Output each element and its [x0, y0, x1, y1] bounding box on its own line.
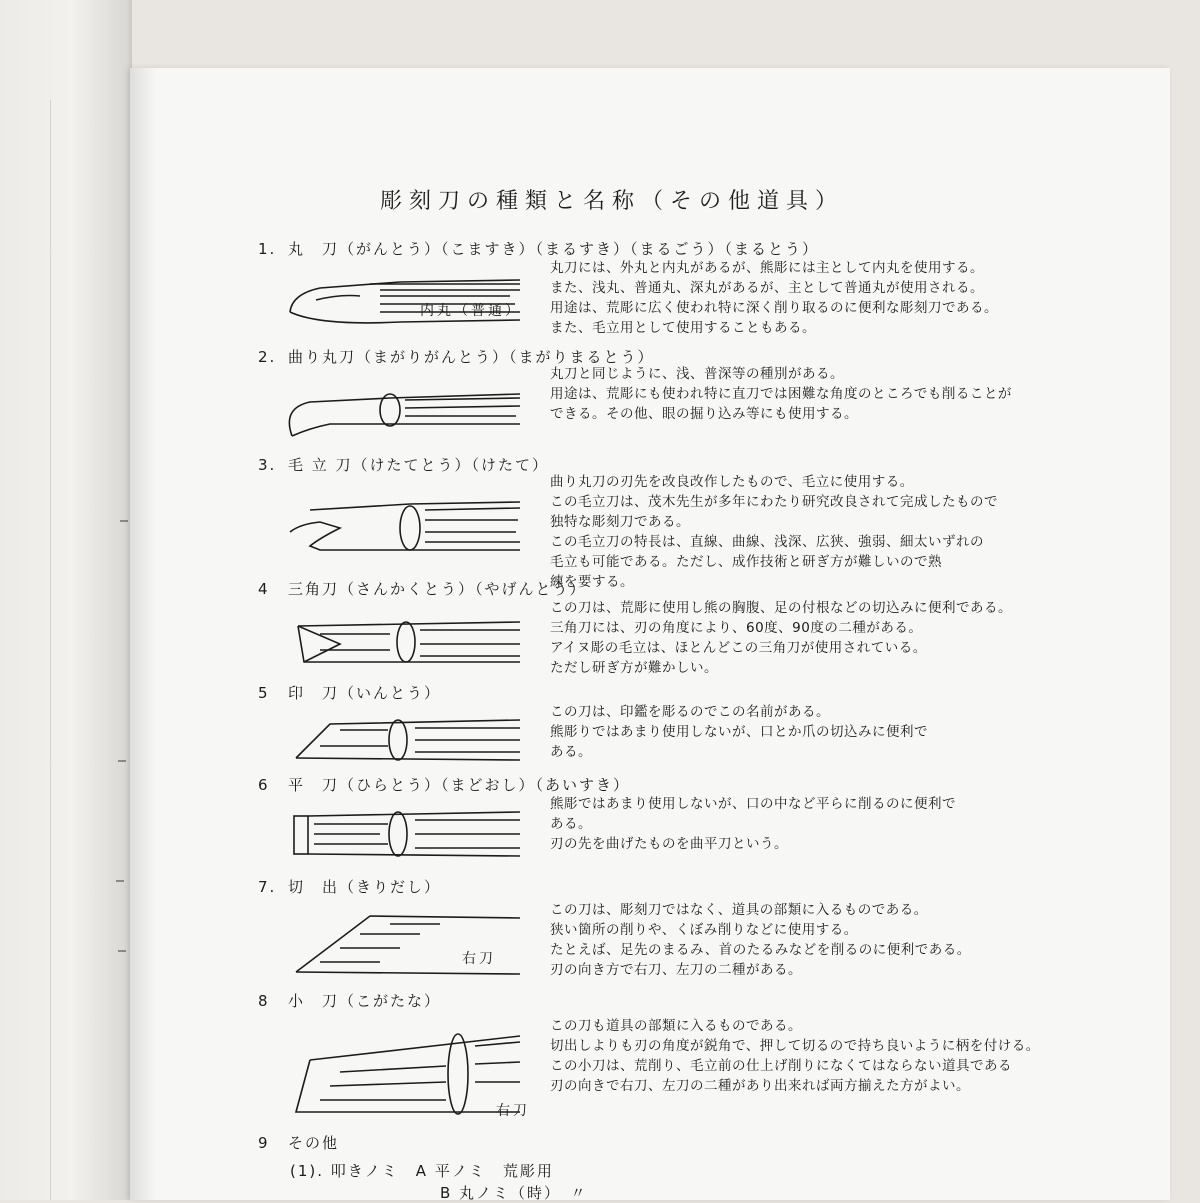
section-title: 毛 立 刀（けたてとう）（けたて）	[288, 456, 550, 474]
figure-label: 右刀	[496, 1103, 530, 1119]
description-line: また、毛立用として使用することもある。	[550, 320, 816, 336]
ketate-to-illustration	[280, 488, 530, 568]
section-description	[550, 258, 998, 338]
section-title: 三角刀（さんかくとう）（やげんとう）	[288, 580, 587, 598]
hira-to-illustration	[280, 798, 530, 868]
section-description	[550, 472, 998, 592]
description-line: 刃の先を曲げたものを曲平刀という。	[550, 836, 788, 852]
description-line: ただし研ぎ方が難かしい。	[550, 660, 718, 676]
section-number: 2.	[258, 348, 277, 366]
section-description	[550, 702, 928, 762]
section-number: 1.	[258, 240, 277, 258]
description-line: この小刀は、荒削り、毛立前の仕上げ削りになくてはならない道具である	[550, 1058, 1012, 1074]
description-line: 独特な彫刻刀である。	[550, 514, 690, 530]
section-number: 5	[258, 684, 270, 702]
description-line: たとえば、足先のまるみ、首のたるみなどを削るのに便利である。	[550, 942, 971, 958]
section-number: 6	[258, 776, 270, 794]
description-line: 狭い箇所の削りや、くぼみ削りなどに使用する。	[550, 922, 858, 938]
section-title: 小 刀（こがたな）	[288, 992, 442, 1010]
description-line: 丸刀と同じように、浅、普深等の種別がある。	[550, 366, 844, 382]
in-to-illustration	[280, 706, 530, 776]
section-title: 印 刀（いんとう）	[288, 684, 442, 702]
description-line: この刀も道具の部類に入るものである。	[550, 1018, 802, 1034]
section-title: その他	[288, 1134, 340, 1152]
misc-item-row: B 丸ノミ（時） 〃	[440, 1184, 588, 1202]
description-line: 毛立も可能である。ただし、成作技術と研ぎ方が難しいので熟	[550, 554, 942, 570]
section-description	[550, 900, 971, 980]
section-description	[550, 794, 956, 854]
left-page-text-fragment	[120, 520, 128, 522]
section-description	[550, 364, 1012, 424]
left-page	[0, 0, 132, 1200]
section-description	[550, 598, 1012, 678]
left-page-text-fragment	[118, 760, 126, 762]
sankaku-to-illustration	[280, 604, 530, 684]
section-heading	[258, 578, 587, 599]
description-line: この毛立刀の特長は、直線、曲線、浅深、広狭、強弱、細太いずれの	[550, 534, 984, 550]
figure-label: 内丸（普通）	[420, 303, 522, 319]
description-line: 熊彫ではあまり使用しないが、口の中など平らに削るのに便利で	[550, 796, 956, 812]
section-description	[550, 1016, 1040, 1096]
description-line: 曲り丸刀の刃先を改良改作したもので、毛立に使用する。	[550, 474, 914, 490]
section-heading	[258, 990, 441, 1011]
description-line: 三角刀には、刃の角度により、60度、90度の二種がある。	[550, 620, 923, 636]
kogatana-illustration	[280, 1016, 530, 1126]
description-line: この刀は、荒彫に使用し熊の胸腹、足の付根などの切込みに便利である。	[550, 600, 1012, 616]
section-title: 切 出（きりだし）	[288, 878, 442, 896]
section-heading	[258, 238, 819, 259]
misc-item-row: (1). 叩きノミ A 平ノミ 荒彫用	[290, 1162, 554, 1180]
description-line: また、浅丸、普通丸、深丸があるが、主として普通丸が使用される。	[550, 280, 984, 296]
description-line: できる。その他、眼の掘り込み等にも使用する。	[550, 406, 858, 422]
description-line: 切出しよりも刃の角度が鋭角で、押して切るので持ち良いように柄を付ける。	[550, 1038, 1040, 1054]
description-line: ある。	[550, 816, 592, 832]
left-page-rule	[50, 100, 51, 1200]
section-title: 平 刀（ひらとう）（まどおし）（あいすき）	[288, 776, 631, 794]
description-line: この毛立刀は、茂木先生が多年にわたり研究改良されて完成したもので	[550, 494, 998, 510]
description-line: 用途は、荒彫にも使われ特に直刀では困難な角度のところでも削ることが	[550, 386, 1012, 402]
description-line: アイヌ彫の毛立は、ほとんどこの三角刀が使用されている。	[550, 640, 927, 656]
section-number: 4	[258, 580, 270, 598]
section-number: 8	[258, 992, 270, 1010]
section-heading	[258, 1132, 339, 1153]
section-number: 9	[258, 1134, 270, 1152]
section-number: 7.	[258, 878, 277, 896]
description-line: 丸刀には、外丸と内丸があるが、熊彫には主として内丸を使用する。	[550, 260, 984, 276]
section-title: 曲り丸刀（まがりがんとう）（まがりまるとう）	[288, 348, 655, 366]
description-line: 熊彫りではあまり使用しないが、口とか爪の切込みに便利で	[550, 724, 928, 740]
description-line: 刃の向きで右刀、左刀の二種があり出来れば両方揃えた方がよい。	[550, 1078, 970, 1094]
left-page-text-fragment	[116, 880, 124, 882]
section-heading	[258, 454, 549, 475]
page-title: 彫刻刀の種類と名称（その他道具）	[380, 189, 845, 214]
section-number: 3.	[258, 456, 277, 474]
figure-label: 右刀	[462, 951, 496, 967]
description-line: この刀は、印鑑を彫るのでこの名前がある。	[550, 704, 830, 720]
section-heading	[258, 876, 441, 897]
right-page	[130, 68, 1170, 1200]
section-heading	[258, 682, 441, 703]
description-line: 練を要する。	[550, 574, 634, 590]
description-line: 刃の向き方で右刀、左刀の二種がある。	[550, 962, 802, 978]
description-line: ある。	[550, 744, 592, 760]
left-page-text-fragment	[118, 950, 126, 952]
description-line: この刀は、彫刻刀ではなく、道具の部類に入るものである。	[550, 902, 928, 918]
section-heading	[258, 774, 630, 795]
magari-maru-to-illustration	[280, 368, 530, 458]
description-line: 用途は、荒彫に広く使われ特に深く削り取るのに便利な彫刻刀である。	[550, 300, 998, 316]
page-gutter-shadow	[130, 68, 156, 1200]
section-title: 丸 刀（がんとう）（こますき）（まるすき）（まるごう）（まるとう）	[288, 240, 820, 258]
